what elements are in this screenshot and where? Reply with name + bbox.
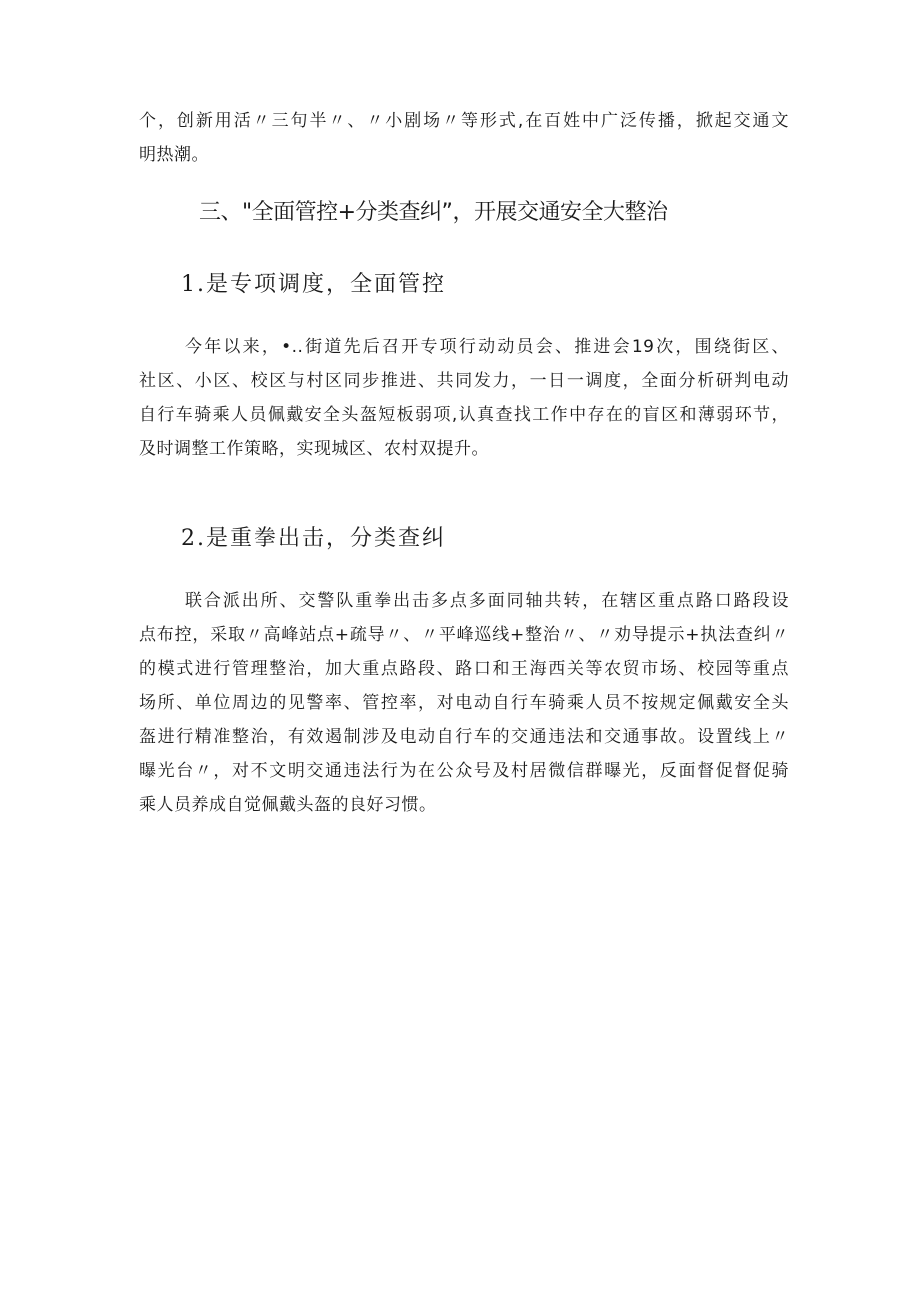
subsection-1-paragraph	[139, 330, 789, 466]
intro-paragraph	[139, 104, 789, 172]
paragraph-line: 自行车骑乘人员佩戴安全头盔短板弱项,认真查找工作中存在的盲区和薄弱环节，	[139, 405, 789, 425]
paragraph-line: 曝光台〃，对不文明交通违法行为在公众号及村居微信群曝光，反面督促督促骑	[139, 761, 789, 781]
paragraph-line: 今年以来，•..街道先后召开专项行动动员会、推进会19次，围绕街区、	[185, 337, 789, 357]
paragraph-line: 联合派出所、交警队重拳出击多点多面同轴共转，在辖区重点路口路段设	[185, 591, 789, 611]
paragraph-line: 乘人员养成自觉佩戴头盔的良好习惯。	[139, 795, 437, 815]
paragraph-line: 的模式进行管理整治，加大重点路段、路口和王海西关等农贸市场、校园等重点	[139, 659, 789, 679]
paragraph-line: 盔进行精准整治，有效遏制涉及电动自行车的交通违法和交通事故。设置线上〃	[139, 727, 789, 747]
paragraph-line: 及时调整工作策略，实现城区、农村双提升。	[139, 439, 489, 459]
section-heading: 三、"全面管控+分类查纠”，开展交通安全大整治	[199, 200, 668, 225]
paragraph-line: 点布控，采取〃高峰站点+疏导〃、〃平峰巡线+整治〃、〃劝导提示+执法查纠〃	[139, 625, 789, 645]
subsection-heading-1: 1.是专项调度，全面管控	[181, 272, 446, 297]
paragraph-line: 个，创新用活〃三句半〃、〃小剧场〃等形式,在百姓中广泛传播，掀起交通文	[139, 111, 789, 131]
subsection-heading-2: 2.是重拳出击，分类查纠	[181, 526, 446, 551]
paragraph-line: 社区、小区、校区与村区同步推进、共同发力，一日一调度，全面分析研判电动	[139, 371, 789, 391]
subsection-2-paragraph	[139, 584, 789, 822]
paragraph-line: 场所、单位周边的见警率、管控率，对电动自行车骑乘人员不按规定佩戴安全头	[139, 693, 789, 713]
paragraph-line: 明热潮。	[139, 145, 209, 165]
